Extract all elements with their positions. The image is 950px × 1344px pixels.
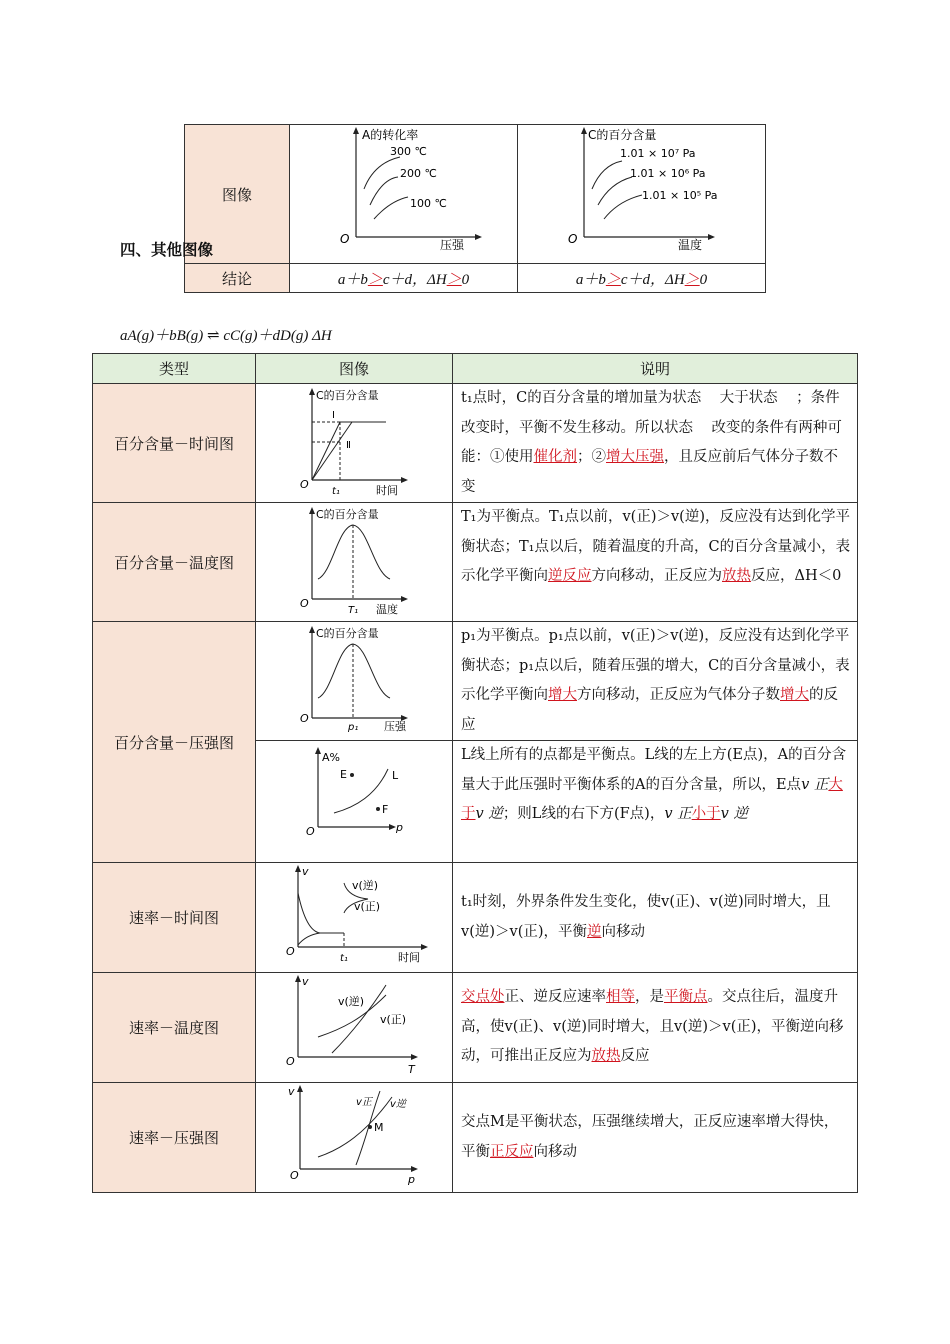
conclusion-2: a＋b＞c＋d，ΔH＞0 xyxy=(518,264,766,293)
section-title: 四、其他图像 xyxy=(120,241,214,259)
curve-label-200: 200 ℃ xyxy=(400,167,437,180)
main-table xyxy=(92,353,858,1193)
svg-text:C的百分含量: C的百分含量 xyxy=(316,627,379,640)
svg-text:O: O xyxy=(286,945,295,958)
svg-text:v(正): v(正) xyxy=(380,1013,407,1026)
svg-text:p: p xyxy=(396,821,403,834)
svg-text:A%: A% xyxy=(322,751,340,764)
type-percent-temperature: 百分含量－温度图 xyxy=(93,503,256,622)
curve-200 xyxy=(370,177,398,205)
chart-percent-vs-temperature xyxy=(518,125,766,264)
svg-text:O: O xyxy=(306,825,315,838)
curve-300 xyxy=(364,157,400,189)
svg-text:v逆: v逆 xyxy=(390,1099,406,1110)
svg-text:L: L xyxy=(392,769,399,782)
origin-label: O xyxy=(340,232,350,246)
desc-rate-pressure: 交点M是平衡状态，压强继续增大，正反应速率增大得快，平衡正反应向移动 xyxy=(453,1083,858,1193)
svg-text:温度: 温度 xyxy=(376,603,398,616)
curve-label-300: 300 ℃ xyxy=(390,145,427,158)
fig-rate-temperature xyxy=(256,973,453,1083)
header-description: 说明 xyxy=(453,354,858,384)
svg-text:O: O xyxy=(300,712,309,725)
desc-percent-time: t₁点时，C的百分含量的增加量为状态 大于状态 ；条件改变时，平衡不发生移动。所以状态 改变的条件有两种可能：①使用催化剂；②增大压强，且反应前后气体分子数不变 xyxy=(453,384,858,503)
row-label-image: 图像 xyxy=(185,125,290,264)
x-axis-label: 温度 xyxy=(678,238,703,252)
chart-conversion-vs-pressure xyxy=(290,125,518,264)
svg-text:E: E xyxy=(340,768,347,781)
svg-text:F: F xyxy=(382,803,389,816)
svg-text:C的百分含量: C的百分含量 xyxy=(316,389,379,402)
type-rate-time: 速率－时间图 xyxy=(93,863,256,973)
type-rate-pressure: 速率－压强图 xyxy=(93,1083,256,1193)
fig-percent-time xyxy=(256,384,453,503)
fig-rate-time xyxy=(256,863,453,973)
svg-text:M: M xyxy=(374,1121,384,1134)
desc-rate-time: t₁时刻，外界条件发生变化，使v(正)、v(逆)同时增大，且v(逆)＞v(正)，平衡逆向移动 xyxy=(453,863,858,973)
svg-text:v: v xyxy=(302,865,309,878)
curve-label-100: 100 ℃ xyxy=(410,197,447,210)
header-image: 图像 xyxy=(256,354,453,384)
svg-text:t₁: t₁ xyxy=(332,486,340,497)
fig-rate-pressure xyxy=(256,1083,453,1193)
svg-text:O: O xyxy=(290,1169,299,1182)
header-type: 类型 xyxy=(93,354,256,384)
svg-text:v(逆): v(逆) xyxy=(352,879,379,892)
conclusion-1: a＋b＞c＋d，ΔH＞0 xyxy=(290,264,518,293)
desc-a-percent-pressure: L线上所有的点都是平衡点。L线的左上方(E点)，A的百分含量大于此压强时平衡体系的A的百分含量，所以，E点v 正大于v 逆；则L线的右下方(F点)，v 正小于v 逆 xyxy=(453,741,858,863)
svg-text:v: v xyxy=(302,975,309,988)
fig-a-percent-pressure xyxy=(256,741,453,863)
type-percent-pressure: 百分含量－压强图 xyxy=(93,622,256,863)
top-table xyxy=(184,124,766,293)
svg-text:压强: 压强 xyxy=(384,720,406,733)
fig-percent-pressure xyxy=(256,622,453,741)
svg-text:O: O xyxy=(300,478,309,491)
fig-percent-temperature xyxy=(256,503,453,622)
row-label-conclusion: 结论 xyxy=(185,264,290,293)
svg-text:p₁: p₁ xyxy=(348,722,359,733)
curve-100 xyxy=(374,197,408,219)
curve-label-1e7: 1.01 × 10⁷ Pa xyxy=(620,147,696,160)
svg-text:p: p xyxy=(408,1173,415,1186)
curve-label-1e5: 1.01 × 10⁵ Pa xyxy=(642,189,718,202)
x-axis-label: 压强 xyxy=(440,238,465,252)
svg-text:Ⅰ: Ⅰ xyxy=(332,410,335,421)
curve-1e7 xyxy=(592,161,622,189)
svg-text:t₁: t₁ xyxy=(340,953,348,964)
svg-text:时间: 时间 xyxy=(398,951,420,964)
svg-text:时间: 时间 xyxy=(376,484,398,497)
svg-text:v正: v正 xyxy=(356,1097,372,1108)
origin-label: O xyxy=(568,232,578,246)
svg-text:O: O xyxy=(300,597,309,610)
y-axis-label: A的转化率 xyxy=(362,128,419,142)
svg-text:O: O xyxy=(286,1055,295,1068)
svg-text:C的百分含量: C的百分含量 xyxy=(316,508,379,521)
svg-text:Ⅱ: Ⅱ xyxy=(346,440,351,451)
curve-1e5 xyxy=(604,195,642,219)
svg-text:T: T xyxy=(408,1063,415,1076)
reaction-equation: aA(g)＋bB(g) ⇌ cC(g)＋dD(g) ΔH xyxy=(120,328,332,344)
svg-text:v(正): v(正) xyxy=(354,900,381,913)
svg-text:v(逆): v(逆) xyxy=(338,995,365,1008)
y-axis-label: C的百分含量 xyxy=(588,128,657,142)
desc-percent-pressure: p₁为平衡点。p₁点以前，v(正)＞v(逆)，反应没有达到化学平衡状态；p₁点以后，随着压强的增大，C的百分含量减小，表示化学平衡向增大方向移动，正反应为气体分子数增大的反应 xyxy=(453,622,858,741)
type-rate-temperature: 速率－温度图 xyxy=(93,973,256,1083)
svg-text:T₁: T₁ xyxy=(348,605,359,616)
desc-rate-temperature: 交点处正、逆反应速率相等，是平衡点。交点往后，温度升高，使v(正)、v(逆)同时增大，且v(逆)＞v(正)，平衡逆向移动，可推出正反应为放热反应 xyxy=(453,973,858,1083)
curve-label-1e6: 1.01 × 10⁶ Pa xyxy=(630,167,706,180)
type-percent-time: 百分含量－时间图 xyxy=(93,384,256,503)
svg-text:v: v xyxy=(288,1085,295,1098)
desc-percent-temperature: T₁为平衡点。T₁点以前，v(正)＞v(逆)，反应没有达到化学平衡状态；T₁点以后，随着温度的升高，C的百分含量减小，表示化学平衡向逆反应方向移动，正反应为放热反应，ΔH＜0 xyxy=(453,503,858,622)
